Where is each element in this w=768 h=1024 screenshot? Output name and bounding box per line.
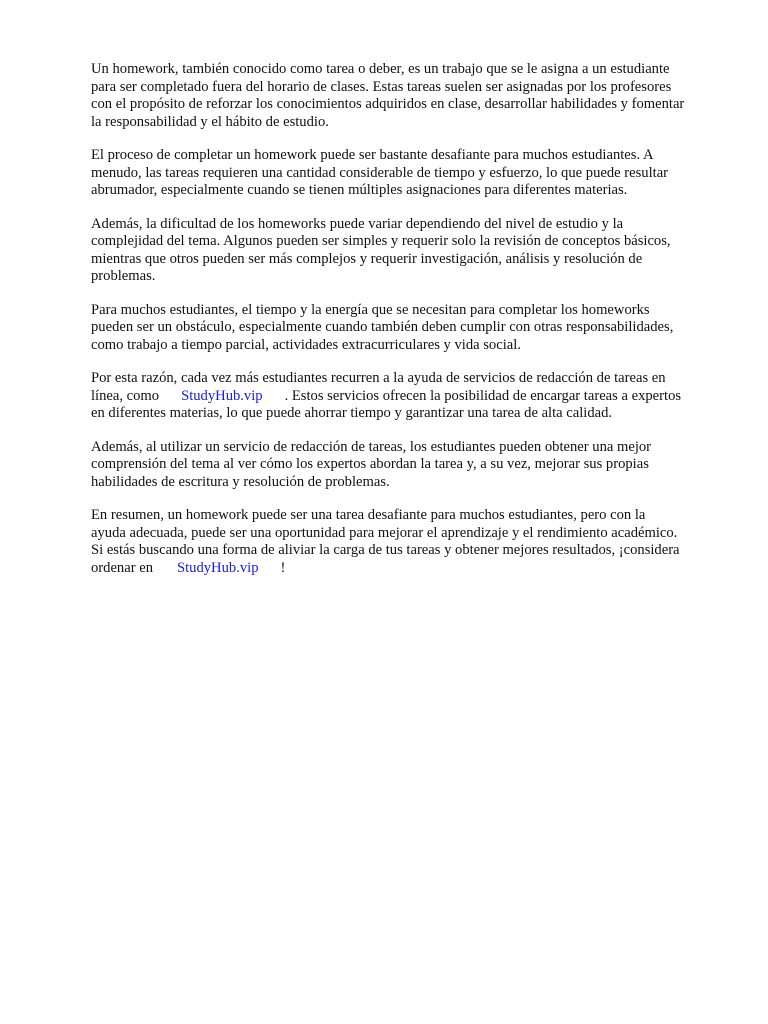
text-fragment: línea, como [91, 387, 160, 404]
text-line: Por esta razón, cada vez más estudiantes recurren a la ayuda de servicios de redacción de tareas en [91, 370, 666, 386]
text-line: con el propósito de reforzar los conocimientos adquiridos en clase, desarrollar habilidades y fomentar [91, 96, 685, 112]
text-line: habilidades de escritura y resolución de problemas. [91, 473, 390, 490]
text-line: ayuda adecuada, puede ser una oportunidad para mejorar el aprendizaje y el rendimiento académico. [91, 524, 678, 541]
paragraph-summary [91, 507, 731, 577]
paragraph-definition [91, 61, 731, 131]
text-line: abrumador, especialmente cuando se tienen múltiples asignaciones para diferentes materias. [91, 182, 628, 198]
text-line: como trabajo a tiempo parcial, actividades extracurriculares y vida social. [91, 336, 521, 353]
studyhub-link[interactable]: StudyHub.vip [177, 559, 259, 576]
text-fragment: . Estos servicios ofrecen la posibilidad de encargar tareas a expertos [284, 387, 682, 404]
text-line: Además, la dificultad de los homeworks puede variar dependiendo del nivel de estudio y la [91, 215, 624, 232]
text-line: para ser completado fuera del horario de clases. Estas tareas suelen ser asignadas por los profesores [91, 78, 672, 95]
text-fragment: ! [280, 559, 286, 576]
document-page [91, 61, 731, 593]
text-line: pueden ser un obstáculo, especialmente cuando también deben cumplir con otras responsabilidades, [91, 319, 674, 335]
text-line-with-link [91, 560, 731, 578]
text-line: complejidad del tema. Algunos pueden ser simples y requerir solo la revisión de conceptos básicos, [91, 233, 671, 249]
paragraph-challenge [91, 147, 731, 200]
paragraph-time-energy [91, 302, 731, 355]
studyhub-link[interactable]: StudyHub.vip [181, 387, 263, 404]
text-line: Un homework, también conocido como tarea o deber, es un trabajo que se le asigna a un estudiante [91, 61, 670, 77]
text-line: Además, al utilizar un servicio de redacción de tareas, los estudiantes pueden obtener una mejor [91, 438, 652, 455]
text-line: la responsabilidad y el hábito de estudio. [91, 113, 329, 130]
text-line: El proceso de completar un homework puede ser bastante desafiante para muchos estudiantes. A [91, 147, 654, 163]
paragraph-difficulty [91, 216, 731, 286]
paragraph-services [91, 370, 731, 423]
text-line: en diferentes materias, lo que puede ahorrar tiempo y garantizar una tarea de alta calidad. [91, 405, 613, 421]
text-line: menudo, las tareas requieren una cantidad considerable de tiempo y esfuerzo, lo que puede resultar [91, 164, 669, 181]
text-line: mientras que otros pueden ser más complejos y requerir investigación, análisis y resolución de [91, 250, 643, 267]
text-fragment: ordenar en [91, 559, 153, 576]
text-line-with-link [91, 388, 731, 406]
text-line: Si estás buscando una forma de aliviar la carga de tus tareas y obtener mejores resultados, ¡considera [91, 542, 680, 558]
text-line: Para muchos estudiantes, el tiempo y la energía que se necesitan para completar los homeworks [91, 301, 650, 318]
paragraph-benefits [91, 439, 731, 492]
text-line: comprensión del tema al ver cómo los expertos abordan la tarea y, a su vez, mejorar sus propias [91, 456, 649, 472]
text-line: problemas. [91, 268, 156, 284]
text-line: En resumen, un homework puede ser una tarea desafiante para muchos estudiantes, pero con la [91, 507, 646, 523]
